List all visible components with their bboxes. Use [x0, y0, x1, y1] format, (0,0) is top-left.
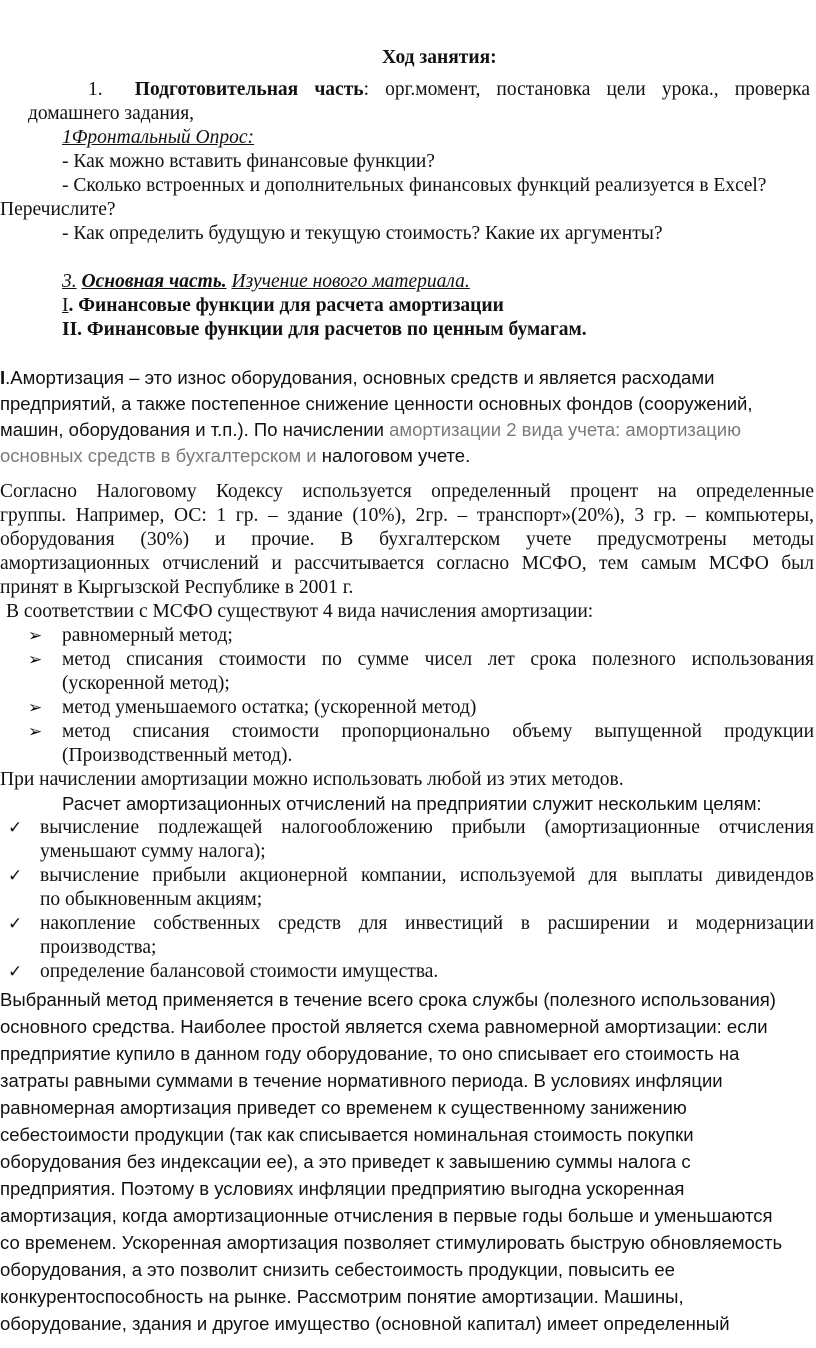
tax-line-4: амортизационных отчислений и рассчитывается согласно МСФО, тем самым МСФО был [0, 553, 814, 574]
prep-line [88, 78, 810, 102]
tax-line-5: принят в Кыргызской Республике в 2001 г. [0, 577, 354, 598]
lesson-title: Ход занятия: [382, 47, 497, 68]
arrow-bullet-icon: ➢ [28, 650, 43, 670]
goal-3-cont: производства; [40, 937, 157, 958]
tax-line-1: Согласно Налоговому Кодексу используется определенный процент на определенные [0, 481, 814, 502]
closing-line: оборудования, а это позволит снизить себестоимость продукции, повысить ее [0, 1259, 675, 1280]
question-2-cont: Перечислите? [0, 199, 116, 220]
closing-line: амортизация, когда амортизационные отчисления в первые годы больше и уменьшаются [0, 1205, 773, 1226]
goal-2: вычисление прибыли акционерной компании, используемой для выплаты дивидендов [40, 865, 814, 886]
goal-1-cont: уменьшают сумму налога); [40, 841, 266, 862]
arrow-bullet-icon: ➢ [28, 626, 43, 646]
prep-line-2: домашнего задания, [28, 103, 195, 124]
topic-1 [62, 294, 504, 318]
tax-line-2: группы. Например, ОС: 1 гр. – здание (10%), 2гр. – транспорт»(20%), 3 гр. – компьютеры, [0, 505, 814, 526]
amort-line-4b: налоговом учете. [321, 445, 471, 466]
main-part-bold: Основная часть. [81, 271, 227, 292]
closing-line: оборудования без индексации ее), а это приведет к завышению суммы налога с [0, 1151, 691, 1172]
main-part-number: 3. [62, 271, 77, 292]
amort-line-1-text: .Амортизация – это износ оборудования, основных средств и является расходами [5, 367, 715, 388]
frontal-survey-label: 1Фронтальный Опрос: [62, 127, 255, 148]
prep-number: 1. [88, 79, 103, 100]
amort-line-2: предприятий, а также постепенное снижение ценности основных фондов (сооружений, [0, 393, 753, 414]
closing-line: предприятие купило в данном году оборудование, то оно списывает его стоимость на [0, 1043, 740, 1064]
arrow-bullet-icon: ➢ [28, 698, 43, 718]
method-3: метод уменьшаемого остатка; (ускоренной метод) [62, 697, 477, 718]
method-1: равномерный метод; [62, 625, 233, 646]
closing-line: конкурентоспособность на рынке. Рассмотрим понятие амортизации. Машины, [0, 1286, 684, 1307]
closing-line: Выбранный метод применяется в течение всего срока службы (полезного использования) [0, 989, 776, 1010]
closing-line: себестоимости продукции (так как списывается номинальная стоимость покупки [0, 1124, 694, 1145]
goal-3: накопление собственных средств для инвестиций в расширении и модернизации [40, 913, 814, 934]
goal-4: определение балансовой стоимости имущества. [40, 961, 439, 982]
closing-line: оборудование, здания и другое имущество (основной капитал) имеет определенный [0, 1313, 730, 1334]
topic-1-text: . Финансовые функции для расчета амортизации [68, 295, 504, 316]
question-3: - Как определить будущую и текущую стоимость? Какие их аргументы? [62, 223, 663, 244]
amort-line-4 [0, 444, 470, 468]
arrow-bullet-icon: ➢ [28, 722, 43, 742]
question-1: - Как можно вставить финансовые функции? [62, 151, 435, 172]
method-4-cont: (Производственный метод). [62, 745, 293, 766]
method-2: метод списания стоимости по сумме чисел лет срока полезного использования [62, 649, 814, 670]
tax-line-3: оборудования (30%) и прочие. В бухгалтерском учете предусмотрены методы [0, 529, 814, 550]
checkmark-icon: ✓ [8, 914, 23, 934]
method-2-cont: (ускоренной метод); [62, 673, 230, 694]
amort-line-4a: основных средств в бухгалтерском и [0, 445, 322, 466]
checkmark-icon: ✓ [8, 818, 23, 838]
amort-line-3b: амортизации 2 вида учета: амортизацию [389, 419, 741, 440]
methods-intro: В соответствии с МСФО существуют 4 вида начисления амортизации: [6, 601, 594, 622]
question-2: - Сколько встроенных и дополнительных финансовых функций реализуется в Excel? [62, 175, 767, 196]
method-4: метод списания стоимости пропорционально объему выпущенной продукции [62, 721, 814, 742]
any-method-note: При начислении амортизации можно использовать любой из этих методов. [0, 769, 624, 790]
topic-1-number: I [62, 295, 69, 316]
amort-line-3a: машин, оборудования и т.п.). По начислении [0, 419, 390, 440]
goal-1: вычисление подлежащей налогообложению прибыли (амортизационные отчисления [40, 817, 814, 838]
closing-line: затраты равными суммами в течение нормативного периода. В условиях инфляции [0, 1070, 723, 1091]
amort-roman-numeral: I [0, 367, 6, 388]
amort-line-1 [0, 366, 714, 390]
checkmark-icon: ✓ [8, 962, 23, 982]
topic-2: II. Финансовые функции для расчетов по ценным бумагам. [62, 319, 587, 340]
closing-line: основного средства. Наиболее простой является схема равномерной амортизации: если [0, 1016, 768, 1037]
closing-line: предприятия. Поэтому в условиях инфляции предприятию выгодна ускоренная [0, 1178, 685, 1199]
closing-line: равномерная амортизация приведет со временем к существенному занижению [0, 1097, 687, 1118]
goal-2-cont: по обыкновенным акциям; [40, 889, 263, 910]
main-part-text: Изучение нового материала. [231, 271, 470, 292]
goals-intro: Расчет амортизационных отчислений на предприятии служит нескольким целям: [62, 793, 762, 814]
prep-text: : орг.момент, постановка цели урока., проверка [363, 79, 810, 100]
amort-line-3 [0, 418, 741, 442]
prep-heading: Подготовительная часть [134, 79, 364, 100]
checkmark-icon: ✓ [8, 866, 23, 886]
closing-line: со временем. Ускоренная амортизация позволяет стимулировать быструю обновляемость [0, 1232, 783, 1253]
main-part-heading [62, 270, 470, 294]
